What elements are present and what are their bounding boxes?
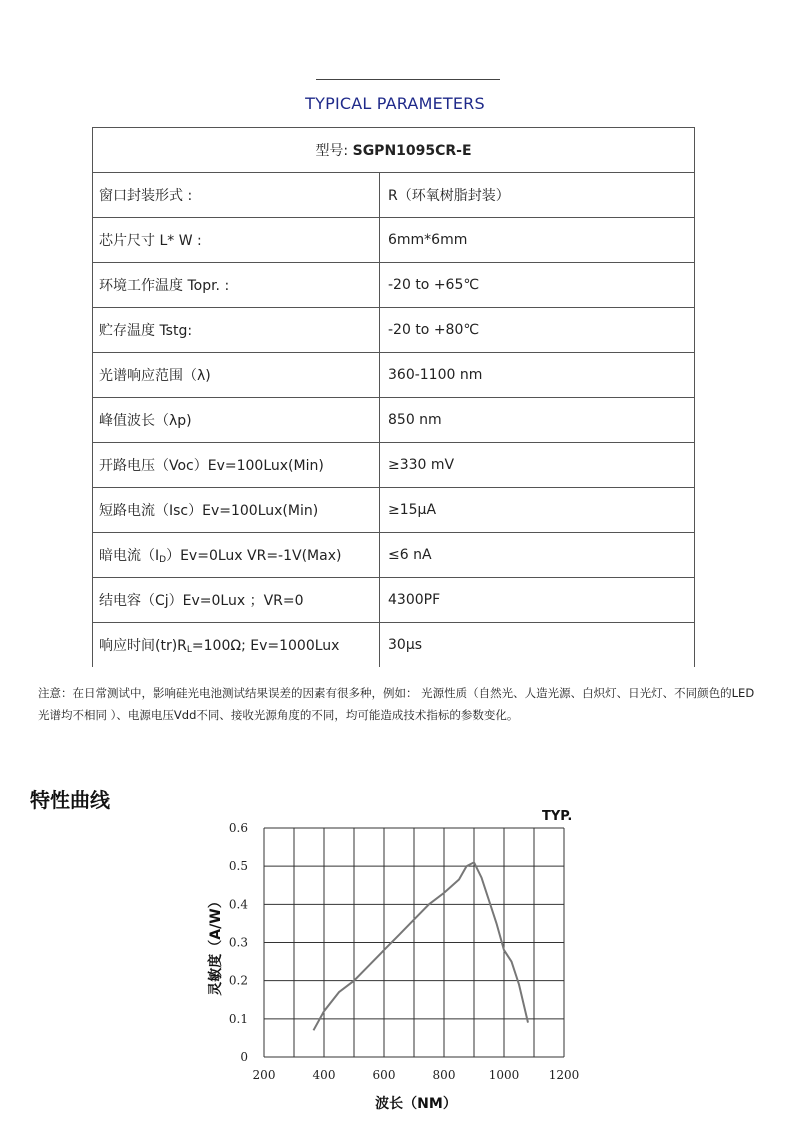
param-value: ≥330 mV [380, 443, 695, 488]
y-tick-label: 0.1 [228, 1011, 248, 1026]
chart-grid [264, 828, 564, 1057]
y-tick-label: 0 [240, 1050, 248, 1064]
param-label: 短路电流（Isc）Ev=100Lux(Min) [93, 488, 380, 533]
param-label: 芯片尺寸 L* W : [93, 218, 380, 263]
x-axis-label: 波长（NM） [375, 1096, 457, 1112]
param-value: 6mm*6mm [380, 218, 695, 263]
chart-ticks [229, 821, 579, 1082]
y-tick-label: 0.2 [228, 973, 248, 988]
model-value: SGPN1095CR-E [352, 143, 472, 159]
x-tick-label: 1000 [488, 1068, 520, 1082]
param-value: -20 to +65℃ [380, 263, 695, 308]
chart-annotation: TYP. [542, 809, 573, 824]
param-value: -20 to +80℃ [380, 308, 695, 353]
section-title: 特性曲线 [30, 788, 110, 812]
param-label: 环境工作温度 Topr. : [93, 263, 380, 308]
y-tick-label: 0.5 [228, 859, 248, 874]
label-pre: 响应时间(tr)R [99, 638, 187, 654]
y-tick-label: 0.4 [228, 897, 248, 912]
label-pre: 暗电流（I [99, 548, 160, 564]
y-tick-label: 0.6 [228, 821, 248, 835]
series-line [314, 862, 529, 1030]
test-note: 注意：在日常测试中，影响硅光电池测试结果误差的因素有很多种，例如： 光源性质（自然光、人造光源、白炽灯、日光灯、不同颜色的LED光谱均不相同 ）、电源电压Vdd不同、接收光源角度的不同，均可能造成技术指标的参数变化。 [38, 686, 755, 722]
x-tick-label: 800 [432, 1068, 456, 1082]
label-post: =100Ω; Ev=1000Lux [191, 638, 340, 654]
param-value: ≤6 nA [380, 533, 695, 578]
x-tick-label: 400 [312, 1068, 336, 1082]
param-label: 峰值波长（λp) [93, 398, 380, 443]
document-title: TYPICAL PARAMETERS [305, 94, 485, 113]
param-label: 贮存温度 Tstg: [93, 308, 380, 353]
param-value: 4300PF [380, 578, 695, 623]
x-tick-label: 1200 [548, 1068, 580, 1082]
y-tick-label: 0.3 [228, 935, 248, 950]
param-value: 850 nm [380, 398, 695, 443]
param-value: ≥15μA [380, 488, 695, 533]
model-label: 型号: [315, 143, 349, 159]
label-post: ）Ev=0Lux VR=-1V(Max) [166, 548, 342, 564]
param-value: R（环氧树脂封装） [380, 173, 695, 218]
param-label: 光谱响应范围（λ) [93, 353, 380, 398]
param-label: 开路电压（Voc）Ev=100Lux(Min) [93, 443, 380, 488]
x-tick-label: 200 [252, 1068, 276, 1082]
label-sub: L [186, 645, 192, 655]
y-axis-label: 灵敏度（A/W） [208, 894, 224, 996]
param-label: 窗口封装形式 : [93, 173, 380, 218]
param-value: 30μs [380, 623, 695, 668]
param-value: 360-1100 nm [380, 353, 695, 398]
param-label: 结电容（Cj）Ev=0Lux ；VR=0 [93, 578, 380, 623]
x-tick-label: 600 [372, 1068, 396, 1082]
label-sub: D [159, 555, 167, 565]
